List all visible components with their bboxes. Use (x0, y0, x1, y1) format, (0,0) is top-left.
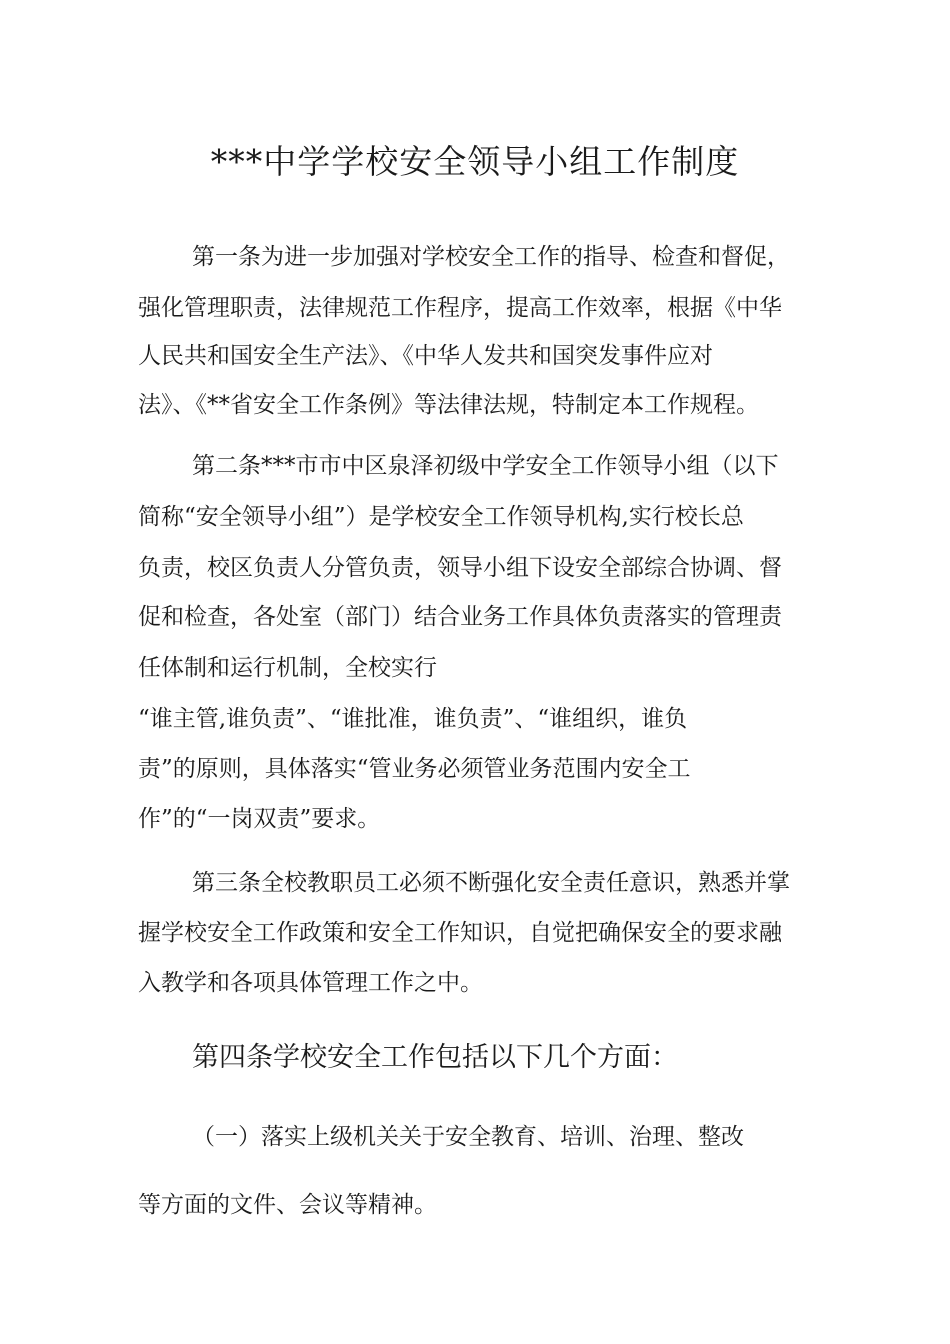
paragraph-line: 人民共和国安全生产法》、《中华人发共和国突发事件应对 (138, 343, 713, 369)
paragraph-line: 第三条全校教职员工必须不断强化安全责任意识，熟悉并掌 (192, 870, 790, 896)
list-item-continuation: 等方面的文件、会议等精神。 (138, 1192, 437, 1218)
paragraph-line: “谁主管,谁负责”、“谁批准，谁负责”、“谁组织，谁负 (138, 706, 688, 732)
list-item: （一）落实上级机关关于安全教育、培训、治理、整改 (192, 1124, 744, 1150)
paragraph-line: 强化管理职责，法律规范工作程序，提高工作效率，根据《中华 (138, 295, 782, 321)
paragraph-line: 握学校安全工作政策和安全工作知识，自觉把确保安全的要求融 (138, 920, 782, 946)
paragraph-line: 入教学和各项具体管理工作之中。 (138, 970, 483, 996)
paragraph-line: 法》、《**省安全工作条例》等法律法规，特制定本工作规程。 (138, 392, 759, 418)
paragraph-line: 责”的原则，具体落实“管业务必须管业务范围内安全工 (138, 756, 691, 782)
section-heading: 第四条学校安全工作包括以下几个方面： (192, 1042, 678, 1073)
paragraph-line: 第二条***市市中区泉泽初级中学安全工作领导小组（以下 (192, 453, 779, 479)
paragraph-line: 第一条为进一步加强对学校安全工作的指导、检查和督促， (192, 244, 790, 270)
document-title: ***中学学校安全领导小组工作制度 (210, 142, 740, 181)
paragraph-line: 作”的“一岗双责”要求。 (138, 806, 381, 832)
paragraph-line: 促和检查，各处室（部门）结合业务工作具体负责落实的管理责 (138, 604, 782, 630)
paragraph-line: 负责，校区负责人分管负责，领导小组下设安全部综合协调、督 (138, 555, 782, 581)
paragraph-line: 简称“安全领导小组”）是学校安全工作领导机构,实行校长总 (138, 504, 744, 530)
paragraph-line: 任体制和运行机制，全校实行 (138, 655, 437, 681)
